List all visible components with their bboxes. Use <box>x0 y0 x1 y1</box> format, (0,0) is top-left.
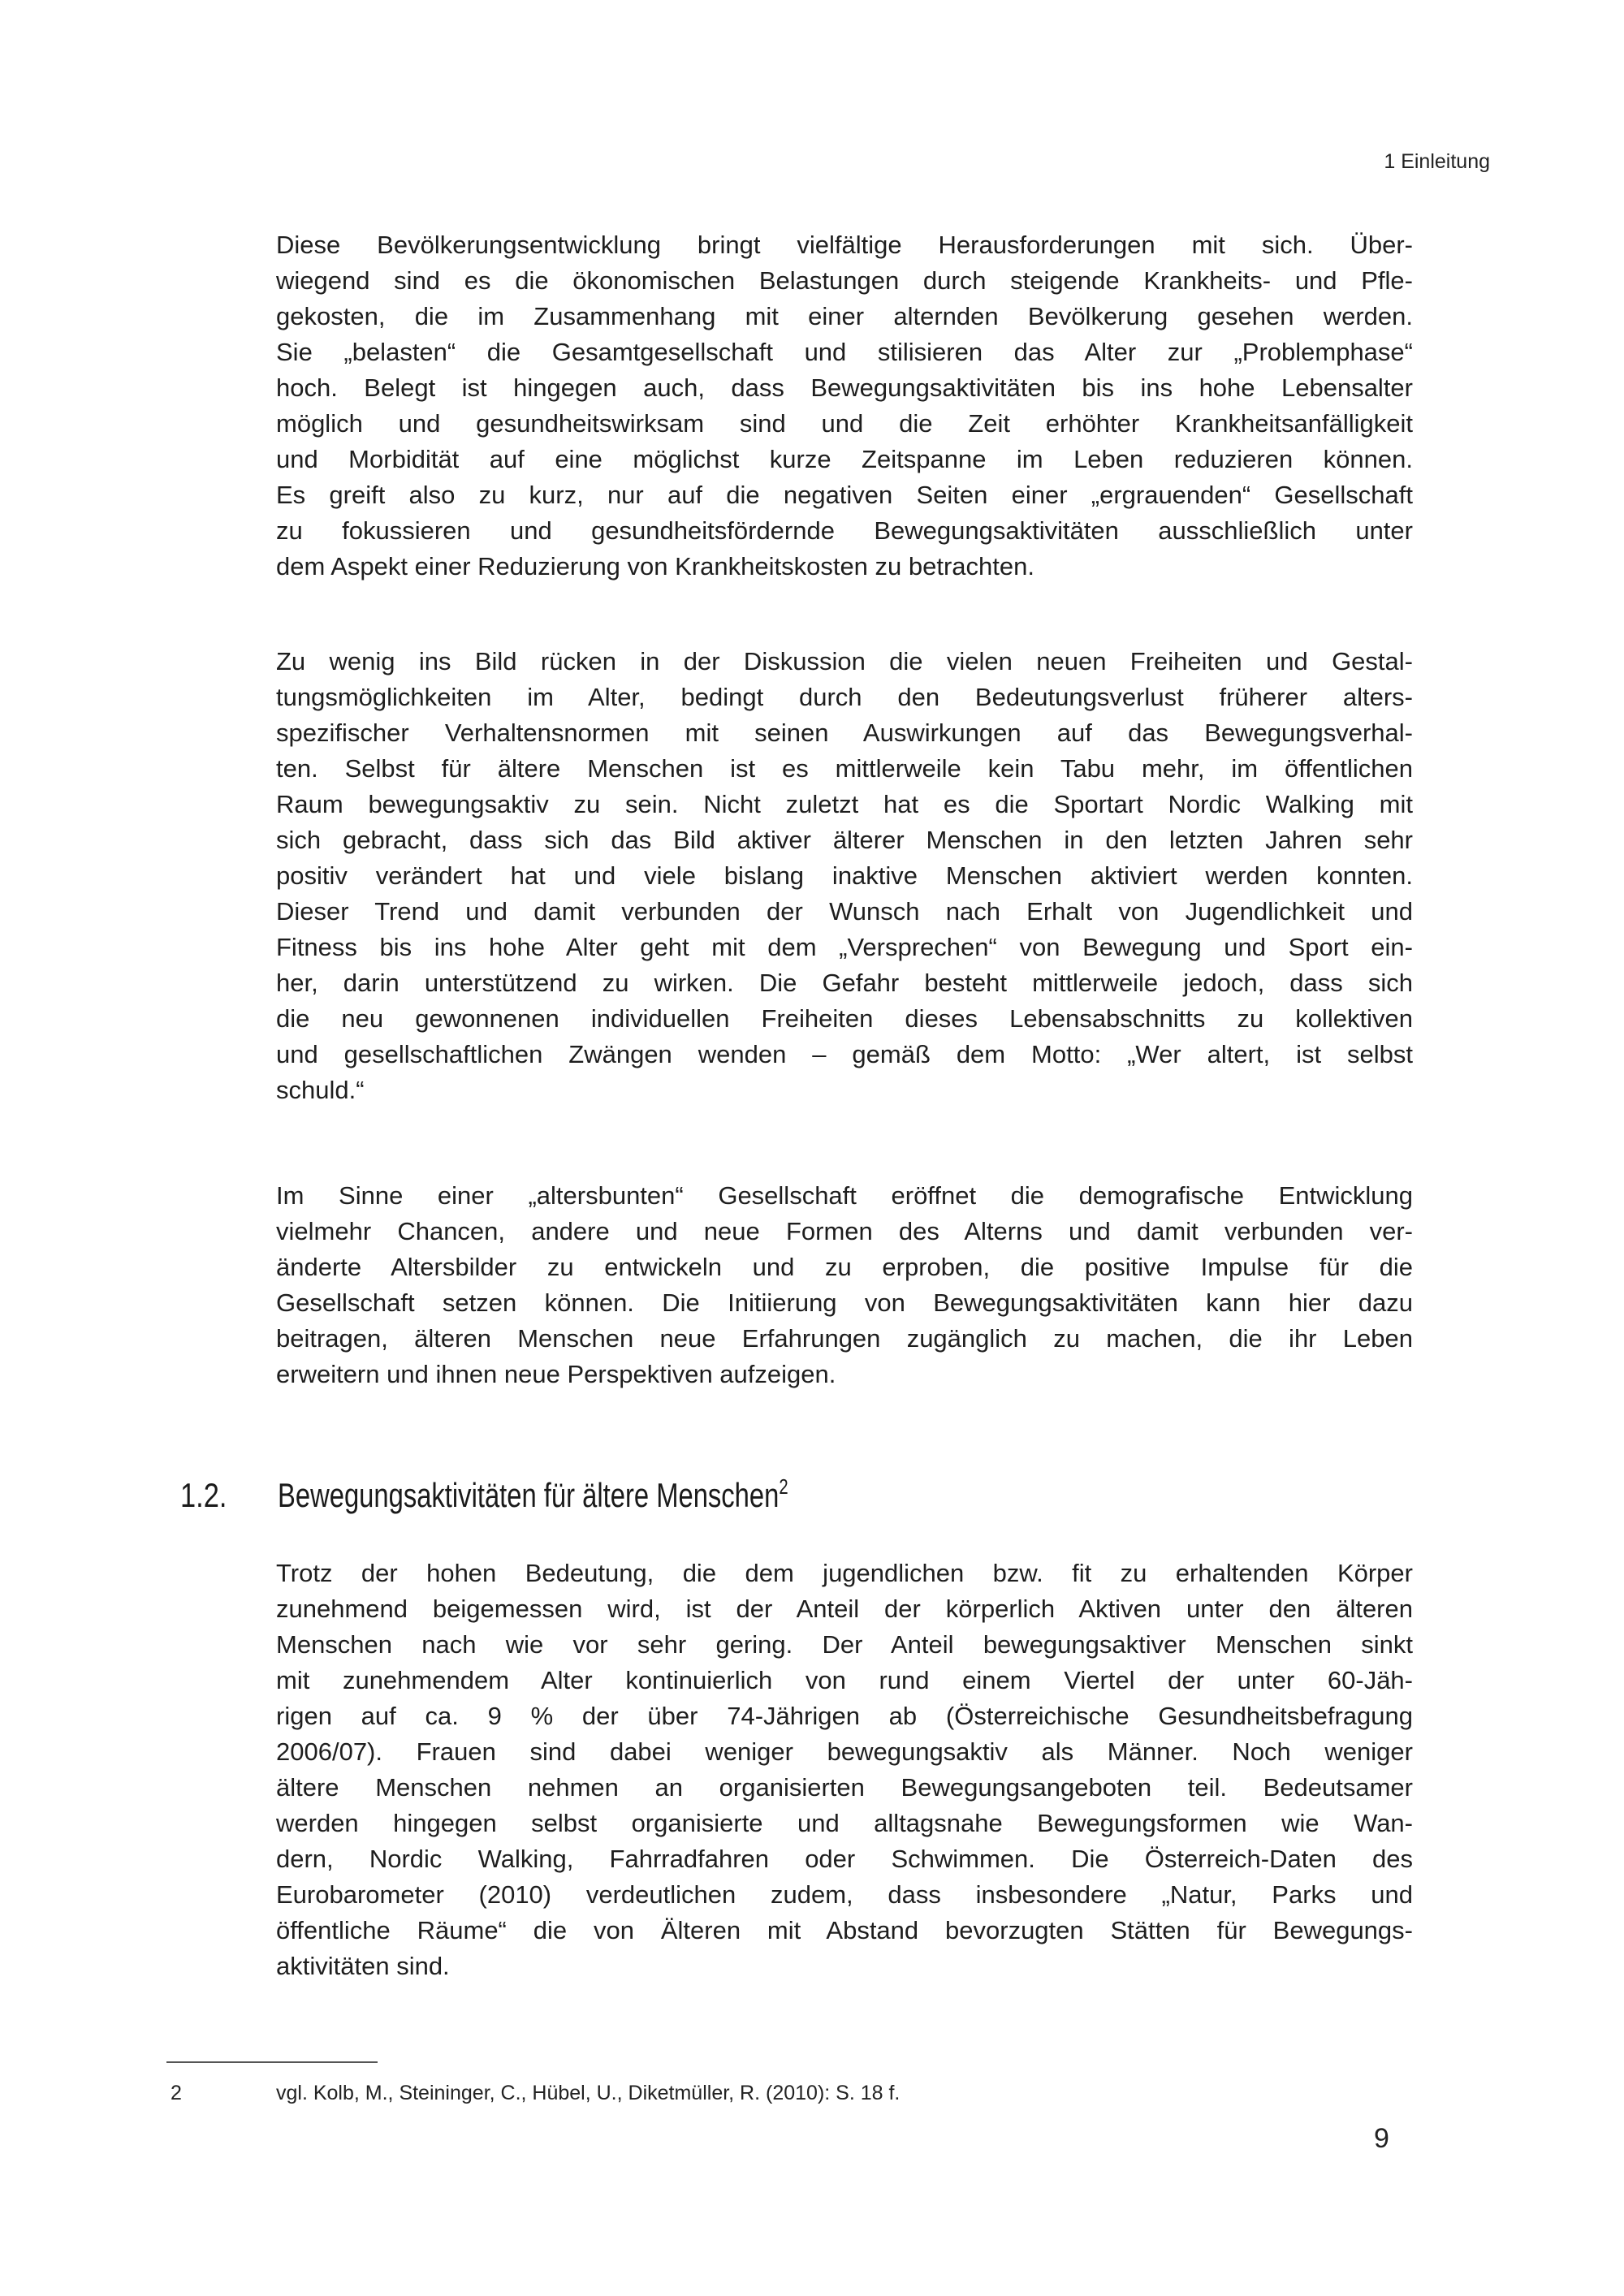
text-line: dern, Nordic Walking, Fahrradfahren oder Schwimmen. Die Österreich-Daten des <box>276 1845 1413 1873</box>
footnote <box>171 2080 900 2106</box>
text-line: gekosten, die im Zusammenhang mit einer alternden Bevölkerung gesehen werden. <box>276 302 1413 330</box>
footnote-text: vgl. Kolb, M., Steininger, C., Hübel, U., Diketmüller, R. (2010): S. 18 f. <box>276 2082 901 2104</box>
text-line: mit zunehmendem Alter kontinuierlich von rund einem Viertel der unter 60-Jäh- <box>276 1666 1413 1694</box>
text-line: werden hingegen selbst organisierte und alltagsnahe Bewegungsformen wie Wan- <box>276 1809 1413 1837</box>
text-line: 2006/07). Frauen sind dabei weniger bewegungsaktiv als Männer. Noch weniger <box>276 1737 1413 1766</box>
footnote-reference[interactable]: 2 <box>779 1474 788 1499</box>
text-line: wiegend sind es die ökonomischen Belastungen durch steigende Krankheits- und Pfle- <box>276 266 1413 295</box>
text-line: ältere Menschen nehmen an organisierten Bewegungsangeboten teil. Bedeutsamer <box>276 1773 1413 1802</box>
section-title <box>278 1474 788 1517</box>
text-line: sich gebracht, dass sich das Bild aktiver älterer Menschen in den letzten Jahren sehr <box>276 826 1413 854</box>
running-header: 1 Einleitung <box>1384 150 1490 173</box>
paragraph-4 <box>276 1556 1413 1984</box>
text-line: Es greift also zu kurz, nur auf die negativen Seiten einer „ergrauenden“ Gesellschaft <box>276 481 1413 509</box>
text-line: tungsmöglichkeiten im Alter, bedingt durch den Bedeutungsverlust früherer alters- <box>276 683 1413 711</box>
text-line: die neu gewonnenen individuellen Freiheiten dieses Lebensabschnitts zu kollektiven <box>276 1004 1413 1033</box>
text-line: positiv verändert hat und viele bislang inaktive Menschen aktiviert werden konnten. <box>276 861 1413 890</box>
text-line: beitragen, älteren Menschen neue Erfahrungen zugänglich zu machen, die ihr Leben <box>276 1324 1413 1353</box>
text-line: zunehmend beigemessen wird, ist der Anteil der körperlich Aktiven unter den älteren <box>276 1595 1413 1623</box>
text-line: dem Aspekt einer Reduzierung von Krankheitskosten zu betrachten. <box>276 552 1034 580</box>
text-line: änderte Altersbilder zu entwickeln und zu erproben, die positive Impulse für die <box>276 1253 1413 1281</box>
section-title-text: Bewegungsaktivitäten für ältere Menschen <box>278 1476 780 1514</box>
text-line: schuld.“ <box>276 1076 365 1104</box>
text-line: und gesellschaftlichen Zwängen wenden – gemäß dem Motto: „Wer altert, ist selbst <box>276 1040 1413 1068</box>
text-line: Diese Bevölkerungsentwicklung bringt vielfältige Herausforderungen mit sich. Über- <box>276 231 1413 259</box>
footnote-number: 2 <box>171 2082 182 2104</box>
text-line: aktivitäten sind. <box>276 1952 450 1980</box>
text-line: spezifischer Verhaltensnormen mit seinen Auswirkungen auf das Bewegungsverhal- <box>276 719 1413 747</box>
paragraph-3 <box>276 1178 1413 1392</box>
text-line: Sie „belasten“ die Gesamtgesellschaft und stilisieren das Alter zur „Problemphase“ <box>276 338 1413 366</box>
text-line: Menschen nach wie vor sehr gering. Der Anteil bewegungsaktiver Menschen sinkt <box>276 1630 1413 1659</box>
text-line: hoch. Belegt ist hingegen auch, dass Bewegungsaktivitäten bis ins hohe Lebensalter <box>276 373 1413 402</box>
text-line: öffentliche Räume“ die von Älteren mit Abstand bevorzugten Stätten für Bewegungs- <box>276 1916 1413 1944</box>
text-line: Fitness bis ins hohe Alter geht mit dem „Versprechen“ von Bewegung und Sport ein- <box>276 933 1413 961</box>
text-line: Eurobarometer (2010) verdeutlichen zudem, dass insbesondere „Natur, Parks und <box>276 1880 1413 1909</box>
text-line: zu fokussieren und gesundheitsfördernde Bewegungsaktivitäten ausschließlich unter <box>276 516 1413 545</box>
text-line: erweitern und ihnen neue Perspektiven aufzeigen. <box>276 1360 836 1388</box>
text-line: ten. Selbst für ältere Menschen ist es mittlerweile kein Tabu mehr, im öffentlichen <box>276 754 1413 783</box>
paragraph-1 <box>276 227 1413 585</box>
text-line: Im Sinne einer „altersbunten“ Gesellschaft eröffnet die demografische Entwicklung <box>276 1181 1413 1210</box>
text-line: her, darin unterstützend zu wirken. Die Gefahr besteht mittlerweile jedoch, dass sich <box>276 969 1413 997</box>
text-line: und Morbidität auf eine möglichst kurze Zeitspanne im Leben reduzieren können. <box>276 445 1413 473</box>
text-line: Gesellschaft setzen können. Die Initiierung von Bewegungsaktivitäten kann hier dazu <box>276 1288 1413 1317</box>
text-line: Zu wenig ins Bild rücken in der Diskussion die vielen neuen Freiheiten und Gestal- <box>276 647 1413 675</box>
text-line: vielmehr Chancen, andere und neue Formen des Alterns und damit verbunden ver- <box>276 1217 1413 1245</box>
text-line: Trotz der hohen Bedeutung, die dem jugendlichen bzw. fit zu erhaltenden Körper <box>276 1559 1413 1587</box>
text-line: möglich und gesundheitswirksam sind und die Zeit erhöhter Krankheitsanfälligkeit <box>276 409 1413 438</box>
section-heading <box>180 1474 932 1517</box>
page-number: 9 <box>1374 2123 1389 2154</box>
section-number: 1.2. <box>180 1476 227 1514</box>
text-line: rigen auf ca. 9 % der über 74-Jährigen ab (Österreichische Gesundheitsbefragung <box>276 1702 1413 1730</box>
text-line: Dieser Trend und damit verbunden der Wunsch nach Erhalt von Jugendlichkeit und <box>276 897 1413 926</box>
paragraph-2 <box>276 644 1413 1108</box>
footnote-separator <box>166 2061 378 2063</box>
text-line: Raum bewegungsaktiv zu sein. Nicht zuletzt hat es die Sportart Nordic Walking mit <box>276 790 1413 818</box>
